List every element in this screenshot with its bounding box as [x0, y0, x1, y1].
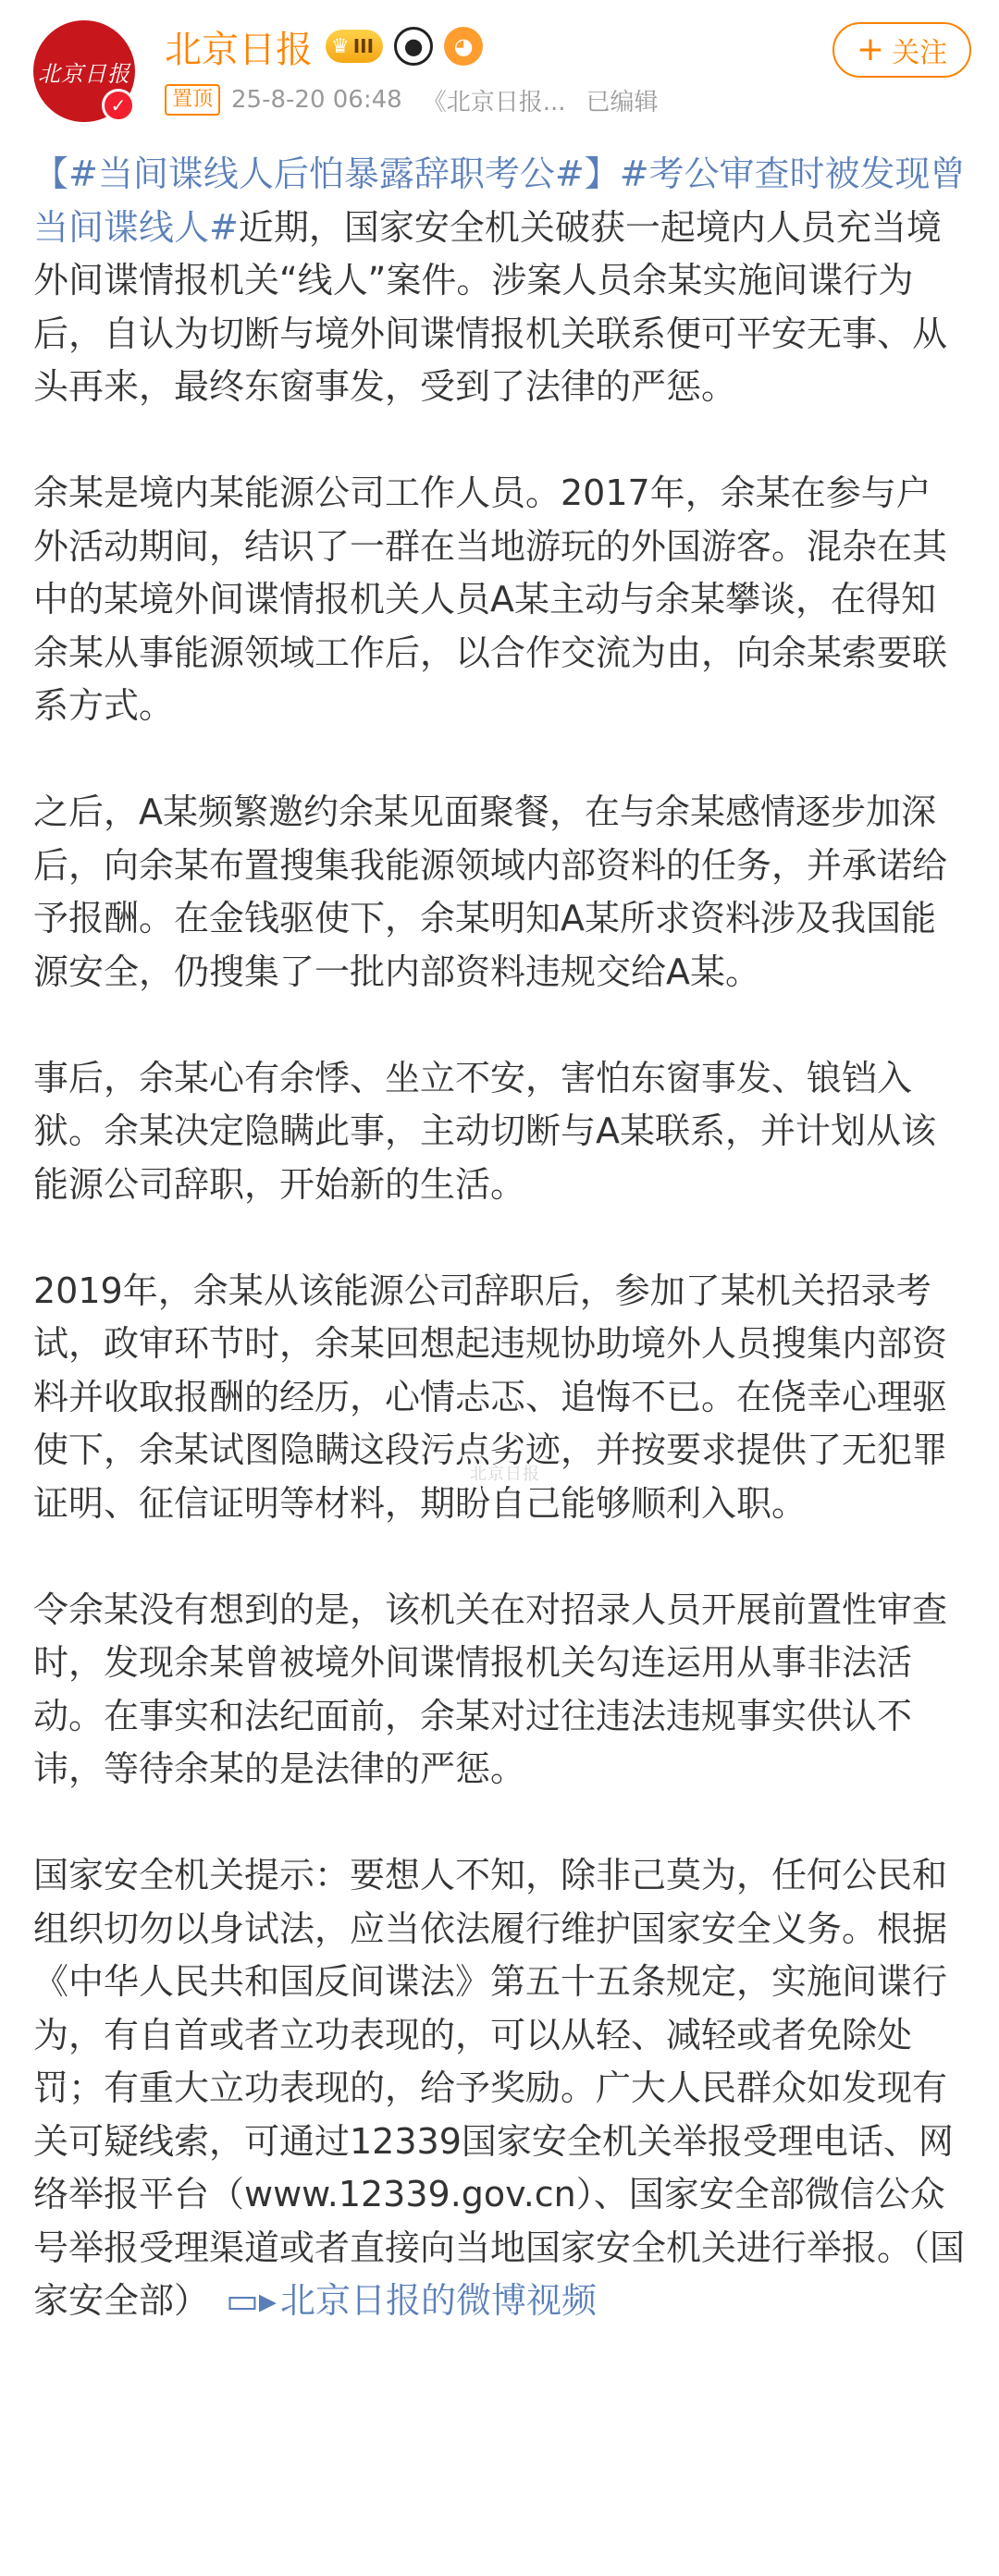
crown-icon: ♛: [331, 34, 350, 58]
body-paragraph: 令余某没有想到的是，该机关在对招录人员开展前置性审查时，发现余某曾被境外间谍情报机关勾连运用从事非法活动。在事实和法纪面前，余某对过往违法违规事实供认不讳，等待余某的是法律的严惩。: [33, 1589, 948, 1789]
hashtag-link[interactable]: 【#当间谍线人后怕暴露辞职考公#】: [33, 153, 620, 194]
final-text: 国家安全机关提示：要想人不知，除非己莫为，任何公民和组织切勿以身试法，应当依法履行维护国家安全义务。根据《中华人民共和国反间谍法》第五十五条规定，实施间谍行为，有自首或者立功表现的，可以从轻、减轻或者免除处罚；有重大立功表现的，给予奖励。广大人民群众如发现有关可疑线索，可通过12339国家安全机关举报受理电话、网络举报平台（www.12339.gov.cn）、国家安全部微信公众号举报受理渠道或者直接向当地国家安全机关进行举报。（国家安全部）: [33, 1855, 966, 2321]
hashtag-link[interactable]: #考公审查时被发现曾当间谍线人#: [33, 153, 966, 248]
verified-icon: ✓: [102, 89, 135, 122]
name-row: [165, 20, 483, 72]
video-link[interactable]: 北京日报的微博视频: [280, 2280, 598, 2321]
post-source[interactable]: 《北京日报...: [422, 88, 566, 117]
edited-label[interactable]: 已编辑: [586, 88, 659, 117]
follow-button[interactable]: [832, 22, 971, 78]
avatar[interactable]: 北京日报: [33, 20, 135, 122]
post-meta: [165, 81, 659, 118]
body-paragraph: 之后，A某频繁邀约余某见面聚餐，在与余某感情逐步加深后，向余某布置搜集我能源领域内部资料的任务，并承诺给予报酬。在金钱驱使下，余某明知A某所求资料涉及我国能源安全，仍搜集了一批内部资料违规交给A某。: [33, 791, 948, 992]
body-paragraph: 2019年，余某从该能源公司辞职后，参加了某机关招录考试，政审环节时，余某回想起违规协助境外人员搜集内部资料并收取报酬的经历，心情忐忑、追悔不已。在侥幸心理驱使下，余某试图隐瞒这段污点劣迹，并按要求提供了无犯罪证明、征信证明等材料，期盼自己能够顺利入职。: [33, 1270, 948, 1524]
post-content: [33, 148, 966, 2381]
video-icon[interactable]: ▭▸: [226, 2280, 277, 2321]
post-date: 25-8-20 06:48: [231, 86, 402, 114]
fish-icon[interactable]: ◕: [444, 27, 483, 66]
follow-label: 关注: [892, 37, 948, 69]
user-name[interactable]: 北京日报: [165, 28, 313, 71]
watermark: 北京日报: [470, 1465, 540, 1484]
plus-icon: +: [856, 31, 885, 68]
intro-paragraph: [33, 148, 966, 414]
panda-icon[interactable]: ●: [394, 27, 433, 66]
pinned-tag: 置顶: [165, 84, 220, 116]
body-paragraph: 余某是境内某能源公司工作人员。2017年，余某在参与户外活动期间，结识了一群在当地游玩的外国游客。混杂在其中的某境外间谍情报机关人员A某主动与余某攀谈，在得知余某从事能源领域工作后，以合作交流为由，向余某索要联系方式。: [33, 472, 948, 726]
vip-badge[interactable]: [326, 30, 383, 63]
post-header: [0, 0, 999, 139]
intro-text: 近期，国家安全机关破获一起境内人员充当境外间谍情报机关“线人”案件。涉案人员余某实施间谍行为后，自认为切断与境外间谍情报机关联系便可平安无事、从头再来，最终东窗事发，受到了法律的严惩。: [33, 206, 948, 407]
vip-level-text: III: [352, 35, 375, 57]
final-paragraph: [33, 1849, 966, 2328]
body-paragraph: 事后，余某心有余悸、坐立不安，害怕东窗事发、锒铛入狱。余某决定隐瞒此事，主动切断与A某联系，并计划从该能源公司辞职，开始新的生活。: [33, 1057, 936, 1205]
